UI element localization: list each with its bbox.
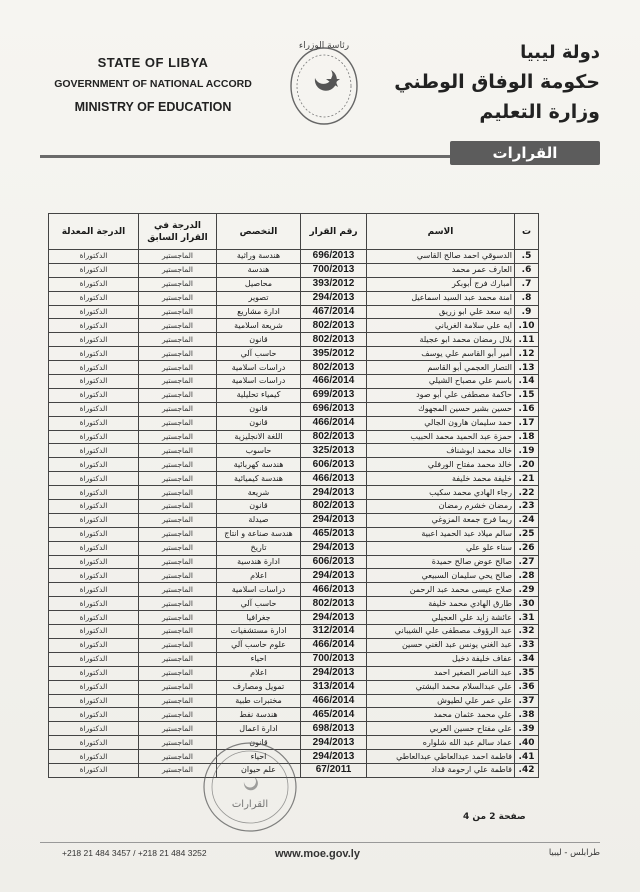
row-name: أمبارك فرج أبوبكر (367, 277, 515, 291)
row-specialty: تصوير (217, 291, 301, 305)
table-row (49, 319, 539, 333)
row-new-degree: الدكتوراة (49, 736, 139, 750)
row-decision-number: 466/2013 (301, 583, 367, 597)
table-row (49, 291, 539, 305)
row-previous-degree: الماجستير (139, 291, 217, 305)
row-name: صلاح عيسى محمد عبد الرحمن (367, 583, 515, 597)
row-previous-degree: الماجستير (139, 597, 217, 611)
row-previous-degree: الماجستير (139, 722, 217, 736)
row-name: خالد محمد ابوشناف (367, 444, 515, 458)
table-row (49, 388, 539, 402)
row-decision-number: 700/2013 (301, 263, 367, 277)
row-previous-degree: الماجستير (139, 472, 217, 486)
row-previous-degree: الماجستير (139, 333, 217, 347)
row-new-degree: الدكتوراة (49, 375, 139, 389)
row-number: 33. (515, 638, 539, 652)
row-number: 30. (515, 597, 539, 611)
degree-table (48, 213, 539, 778)
row-previous-degree: الماجستير (139, 388, 217, 402)
row-decision-number: 465/2014 (301, 708, 367, 722)
row-specialty: ادارة مستشفيات (217, 625, 301, 639)
table-row (49, 513, 539, 527)
row-new-degree: الدكتوراة (49, 361, 139, 375)
row-name: عبد الغني يونس عبد الغني حسين (367, 638, 515, 652)
row-name: خليفة محمد خليفة (367, 472, 515, 486)
row-number: 37. (515, 694, 539, 708)
row-decision-number: 393/2012 (301, 277, 367, 291)
row-specialty: هندسة كيميائية (217, 472, 301, 486)
row-number: 38. (515, 708, 539, 722)
row-previous-degree: الماجستير (139, 416, 217, 430)
row-decision-number: 802/2013 (301, 319, 367, 333)
table-row (49, 472, 539, 486)
row-decision-number: 802/2013 (301, 361, 367, 375)
row-specialty: تمويل ومصارف (217, 680, 301, 694)
row-name: فاطمة علي ارحومة قداد (367, 763, 515, 777)
row-decision-number: 294/2013 (301, 736, 367, 750)
row-decision-number: 294/2013 (301, 291, 367, 305)
row-name: عبد الناصر الصغير احمد (367, 666, 515, 680)
row-new-degree: الدكتوراة (49, 569, 139, 583)
row-name: سناء علو علي (367, 541, 515, 555)
table-row (49, 375, 539, 389)
row-specialty: هندسة كهربائية (217, 458, 301, 472)
row-decision-number: 466/2013 (301, 472, 367, 486)
row-number: 20. (515, 458, 539, 472)
row-number: 10. (515, 319, 539, 333)
table-row (49, 277, 539, 291)
row-previous-degree: الماجستير (139, 666, 217, 680)
row-specialty: هندسة (217, 263, 301, 277)
row-name: ريما فرج جمعة المزوغي (367, 513, 515, 527)
row-name: باسم علي مصباح الشيلي (367, 375, 515, 389)
col-header-prev-degree: الدرجة في القرار السابق (139, 214, 217, 250)
table-row (49, 541, 539, 555)
table-row (49, 416, 539, 430)
row-number: 32. (515, 625, 539, 639)
table-row (49, 638, 539, 652)
footer-website-link[interactable]: www.moe.gov.ly (275, 848, 360, 860)
row-specialty: احياء (217, 750, 301, 764)
table-row (49, 722, 539, 736)
row-new-degree: الدكتوراة (49, 541, 139, 555)
row-number: 15. (515, 388, 539, 402)
row-decision-number: 294/2013 (301, 666, 367, 680)
table-row (49, 708, 539, 722)
table-row (49, 694, 539, 708)
row-decision-number: 294/2013 (301, 513, 367, 527)
row-number: 23. (515, 500, 539, 514)
row-decision-number: 466/2014 (301, 375, 367, 389)
row-name: التصار العجمي أبو القاسم (367, 361, 515, 375)
row-specialty: علم حيوان (217, 763, 301, 777)
row-name: عبد الرؤوف مصطفى علي الشيباني (367, 625, 515, 639)
section-banner: القرارات (450, 141, 600, 165)
row-previous-degree: الماجستير (139, 583, 217, 597)
row-new-degree: الدكتوراة (49, 555, 139, 569)
row-new-degree: الدكتوراة (49, 763, 139, 777)
row-previous-degree: الماجستير (139, 763, 217, 777)
row-number: 42. (515, 763, 539, 777)
row-previous-degree: الماجستير (139, 638, 217, 652)
row-decision-number: 325/2013 (301, 444, 367, 458)
row-new-degree: الدكتوراة (49, 472, 139, 486)
row-new-degree: الدكتوراة (49, 527, 139, 541)
table-row (49, 430, 539, 444)
row-number: 36. (515, 680, 539, 694)
row-specialty: دراسات اسلامية (217, 583, 301, 597)
row-new-degree: الدكتوراة (49, 430, 139, 444)
row-specialty: قانون (217, 416, 301, 430)
row-name: حمد سليمان هارون الجالي (367, 416, 515, 430)
row-specialty: تاريخ (217, 541, 301, 555)
row-number: 27. (515, 555, 539, 569)
row-new-degree: الدكتوراة (49, 652, 139, 666)
row-previous-degree: الماجستير (139, 680, 217, 694)
row-decision-number: 294/2013 (301, 750, 367, 764)
row-name: أمير أبو القاسم علي يوسف (367, 347, 515, 361)
row-decision-number: 67/2011 (301, 763, 367, 777)
row-number: 21. (515, 472, 539, 486)
row-previous-degree: الماجستير (139, 625, 217, 639)
row-decision-number: 395/2012 (301, 347, 367, 361)
row-previous-degree: الماجستير (139, 361, 217, 375)
row-name: علي مفتاح حسين العربي (367, 722, 515, 736)
col-header-name: الاسم (367, 214, 515, 250)
table-row (49, 583, 539, 597)
row-specialty: دراسات اسلامية (217, 361, 301, 375)
footer-address: طرابلس - ليبيا (548, 848, 600, 858)
row-decision-number: 294/2013 (301, 569, 367, 583)
row-specialty: علوم حاسب آلي (217, 638, 301, 652)
row-number: 35. (515, 666, 539, 680)
row-new-degree: الدكتوراة (49, 291, 139, 305)
header-rule (40, 155, 450, 158)
row-number: 40. (515, 736, 539, 750)
row-specialty: قانون (217, 736, 301, 750)
table-row (49, 666, 539, 680)
row-previous-degree: الماجستير (139, 250, 217, 264)
row-number: 26. (515, 541, 539, 555)
row-number: 34. (515, 652, 539, 666)
row-specialty: دراسات اسلامية (217, 375, 301, 389)
row-specialty: قانون (217, 402, 301, 416)
row-new-degree: الدكتوراة (49, 666, 139, 680)
row-new-degree: الدكتوراة (49, 694, 139, 708)
row-name: عائشة زايد علي العجيلي (367, 611, 515, 625)
table-row (49, 305, 539, 319)
row-number: 31. (515, 611, 539, 625)
row-number: 6. (515, 263, 539, 277)
row-new-degree: الدكتوراة (49, 500, 139, 514)
row-specialty: ادارة مشاريع (217, 305, 301, 319)
row-previous-degree: الماجستير (139, 277, 217, 291)
row-previous-degree: الماجستير (139, 486, 217, 500)
col-header-decision: رقم القرار (301, 214, 367, 250)
table-row (49, 263, 539, 277)
row-previous-degree: الماجستير (139, 305, 217, 319)
row-new-degree: الدكتوراة (49, 513, 139, 527)
row-name: العارف عمر محمد (367, 263, 515, 277)
row-number: 29. (515, 583, 539, 597)
row-new-degree: الدكتوراة (49, 277, 139, 291)
row-new-degree: الدكتوراة (49, 638, 139, 652)
row-name: امنة محمد عبد السيد اسماعيل (367, 291, 515, 305)
row-specialty: ادارة هندسية (217, 555, 301, 569)
row-number: 28. (515, 569, 539, 583)
row-previous-degree: الماجستير (139, 347, 217, 361)
row-new-degree: الدكتوراة (49, 583, 139, 597)
row-name: سالم ميلاد عبد الحميد اعبية (367, 527, 515, 541)
row-number: 18. (515, 430, 539, 444)
row-name: عماد سالم عبد الله شلواره (367, 736, 515, 750)
col-header-no: ت (515, 214, 539, 250)
table-row (49, 333, 539, 347)
row-name: ايه علي سلامة الغرياني (367, 319, 515, 333)
government-name-en: GOVERNMENT OF NATIONAL ACCORD (54, 78, 252, 90)
row-previous-degree: الماجستير (139, 513, 217, 527)
row-name: خالد محمد مفتاح الورفلي (367, 458, 515, 472)
row-decision-number: 606/2013 (301, 458, 367, 472)
table-row (49, 597, 539, 611)
row-specialty: حاسب آلي (217, 597, 301, 611)
row-number: 7. (515, 277, 539, 291)
row-name: حسين بشير حسين المجهوك (367, 402, 515, 416)
table-header-row (49, 214, 539, 250)
row-previous-degree: الماجستير (139, 430, 217, 444)
row-decision-number: 312/2014 (301, 625, 367, 639)
row-specialty: قانون (217, 500, 301, 514)
row-specialty: صيدلة (217, 513, 301, 527)
row-decision-number: 802/2013 (301, 597, 367, 611)
page-number: صفحة 2 من 4 (463, 812, 526, 822)
row-decision-number: 294/2013 (301, 541, 367, 555)
row-number: 8. (515, 291, 539, 305)
row-previous-degree: الماجستير (139, 569, 217, 583)
row-new-degree: الدكتوراة (49, 263, 139, 277)
row-previous-degree: الماجستير (139, 555, 217, 569)
row-specialty: اعلام (217, 569, 301, 583)
row-new-degree: الدكتوراة (49, 458, 139, 472)
row-name: ايه سعد علي ابو زريق (367, 305, 515, 319)
row-decision-number: 696/2013 (301, 250, 367, 264)
row-new-degree: الدكتوراة (49, 625, 139, 639)
row-specialty: مختبرات طبية (217, 694, 301, 708)
row-name: بلال رمضان محمد ابو عجيلة (367, 333, 515, 347)
row-new-degree: الدكتوراة (49, 250, 139, 264)
row-number: 12. (515, 347, 539, 361)
row-number: 25. (515, 527, 539, 541)
row-name: الدسوقي احمد صالح القاسي (367, 250, 515, 264)
table-row (49, 402, 539, 416)
row-specialty: محاصيل (217, 277, 301, 291)
table-row (49, 361, 539, 375)
row-new-degree: الدكتوراة (49, 305, 139, 319)
row-number: 13. (515, 361, 539, 375)
row-new-degree: الدكتوراة (49, 708, 139, 722)
table-row (49, 500, 539, 514)
row-previous-degree: الماجستير (139, 263, 217, 277)
table-row (49, 486, 539, 500)
row-number: 22. (515, 486, 539, 500)
row-name: علي عبدالسلام محمد البشتي (367, 680, 515, 694)
row-specialty: هندسة وراثية (217, 250, 301, 264)
row-previous-degree: الماجستير (139, 319, 217, 333)
table-row (49, 444, 539, 458)
state-name-en: STATE OF LIBYA (97, 55, 209, 70)
row-decision-number: 465/2013 (301, 527, 367, 541)
svg-text:القرارات: القرارات (231, 799, 269, 810)
row-number: 19. (515, 444, 539, 458)
table-row (49, 458, 539, 472)
table-row (49, 625, 539, 639)
row-decision-number: 700/2013 (301, 652, 367, 666)
row-previous-degree: الماجستير (139, 444, 217, 458)
row-decision-number: 466/2014 (301, 638, 367, 652)
row-specialty: شريعة اسلامية (217, 319, 301, 333)
row-decision-number: 696/2013 (301, 402, 367, 416)
row-specialty: هندسة صناعة و انتاج (217, 527, 301, 541)
row-previous-degree: الماجستير (139, 527, 217, 541)
row-decision-number: 313/2014 (301, 680, 367, 694)
row-new-degree: الدكتوراة (49, 597, 139, 611)
table-row (49, 555, 539, 569)
row-specialty: قانون (217, 333, 301, 347)
row-name: رجاء الهادي محمد سكيب (367, 486, 515, 500)
row-name: طارق الهادي محمد خليفة (367, 597, 515, 611)
english-letterhead (48, 55, 258, 114)
row-number: 11. (515, 333, 539, 347)
row-previous-degree: الماجستير (139, 500, 217, 514)
row-name: صالح يحي سليمان السبيعي (367, 569, 515, 583)
row-new-degree: الدكتوراة (49, 611, 139, 625)
row-specialty: جغرافيا (217, 611, 301, 625)
row-decision-number: 698/2013 (301, 722, 367, 736)
row-number: 5. (515, 250, 539, 264)
row-number: 14. (515, 375, 539, 389)
row-specialty: ادارة اعمال (217, 722, 301, 736)
row-new-degree: الدكتوراة (49, 333, 139, 347)
row-decision-number: 606/2013 (301, 555, 367, 569)
row-previous-degree: الماجستير (139, 611, 217, 625)
footer-rule (40, 842, 600, 843)
row-decision-number: 802/2013 (301, 333, 367, 347)
row-previous-degree: الماجستير (139, 402, 217, 416)
table-row (49, 569, 539, 583)
official-stamp (198, 737, 303, 837)
row-previous-degree: الماجستير (139, 694, 217, 708)
row-specialty: اللغة الانجليزية (217, 430, 301, 444)
table-row (49, 652, 539, 666)
col-header-specialty: التخصص (217, 214, 301, 250)
row-name: علي محمد عثمان محمد (367, 708, 515, 722)
table-row (49, 611, 539, 625)
ministry-name-en: MINISTRY OF EDUCATION (74, 100, 232, 114)
row-decision-number: 467/2014 (301, 305, 367, 319)
row-decision-number: 802/2013 (301, 430, 367, 444)
table-body (49, 250, 539, 778)
arabic-letterhead (390, 42, 600, 123)
row-new-degree: الدكتوراة (49, 486, 139, 500)
row-new-degree: الدكتوراة (49, 388, 139, 402)
government-seal (285, 34, 363, 128)
row-decision-number: 699/2013 (301, 388, 367, 402)
row-previous-degree: الماجستير (139, 736, 217, 750)
row-specialty: كيمياء تحليلية (217, 388, 301, 402)
row-name: علي عمر علي لطيوش (367, 694, 515, 708)
row-specialty: شريعة (217, 486, 301, 500)
row-specialty: هندسة نفط (217, 708, 301, 722)
row-new-degree: الدكتوراة (49, 722, 139, 736)
row-previous-degree: الماجستير (139, 458, 217, 472)
col-header-new-degree: الدرجة المعدلة (49, 214, 139, 250)
row-new-degree: الدكتوراة (49, 444, 139, 458)
row-name: حاكمة مصطفى علي أبو صود (367, 388, 515, 402)
state-name-ar: دولة ليبيا (520, 42, 600, 63)
table-row (49, 680, 539, 694)
row-new-degree: الدكتوراة (49, 347, 139, 361)
row-previous-degree: الماجستير (139, 375, 217, 389)
row-number: 41. (515, 750, 539, 764)
row-decision-number: 294/2013 (301, 611, 367, 625)
row-new-degree: الدكتوراة (49, 680, 139, 694)
row-number: 9. (515, 305, 539, 319)
row-previous-degree: الماجستير (139, 541, 217, 555)
row-new-degree: الدكتوراة (49, 319, 139, 333)
row-number: 24. (515, 513, 539, 527)
row-specialty: حاسوب (217, 444, 301, 458)
table-row (49, 250, 539, 264)
svg-text:رئاسة الوزراء: رئاسة الوزراء (298, 41, 350, 51)
government-name-ar: حكومة الوفاق الوطني (394, 71, 600, 93)
row-name: حمزة عبد الحميد محمد الحبيب (367, 430, 515, 444)
row-number: 39. (515, 722, 539, 736)
table-row (49, 527, 539, 541)
ministry-name-ar: وزارة التعليم (479, 101, 600, 123)
row-new-degree: الدكتوراة (49, 402, 139, 416)
row-number: 16. (515, 402, 539, 416)
row-specialty: احياء (217, 652, 301, 666)
row-new-degree: الدكتوراة (49, 750, 139, 764)
footer-phones: +218 21 484 3457 / +218 21 484 3252 (62, 848, 207, 858)
row-decision-number: 466/2014 (301, 694, 367, 708)
row-decision-number: 294/2013 (301, 486, 367, 500)
row-decision-number: 802/2013 (301, 500, 367, 514)
row-name: فاطمة احمد عبدالعاطي عبدالعاطي (367, 750, 515, 764)
row-new-degree: الدكتوراة (49, 416, 139, 430)
row-decision-number: 466/2014 (301, 416, 367, 430)
row-name: رمضان خشرم رمضان (367, 500, 515, 514)
row-specialty: حاسب آلي (217, 347, 301, 361)
row-name: صالح عوض صالح حميدة (367, 555, 515, 569)
row-name: عفاف خليفة دخيل (367, 652, 515, 666)
row-previous-degree: الماجستير (139, 708, 217, 722)
row-previous-degree: الماجستير (139, 750, 217, 764)
row-number: 17. (515, 416, 539, 430)
row-previous-degree: الماجستير (139, 652, 217, 666)
table-row (49, 347, 539, 361)
row-specialty: اعلام (217, 666, 301, 680)
